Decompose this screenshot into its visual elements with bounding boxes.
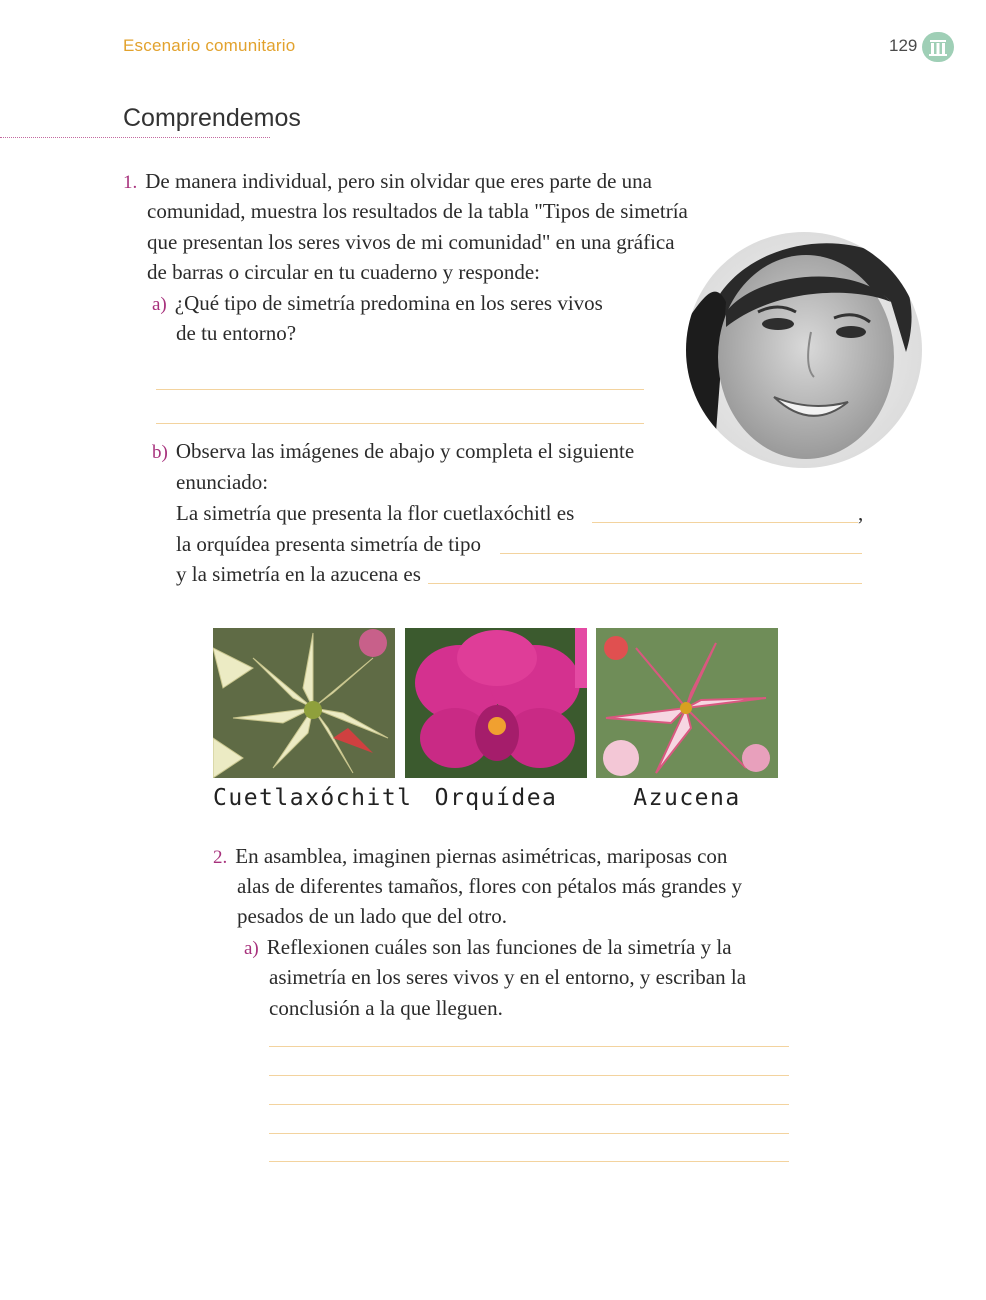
- question-1-line-4: de barras o circular en tu cuaderno y responde:: [147, 260, 540, 284]
- scenario-header: Escenario comunitario: [123, 36, 296, 55]
- girl-portrait-photo: [686, 232, 922, 468]
- section-divider: [0, 137, 270, 138]
- community-pillars-icon: [922, 32, 954, 62]
- question-2a-line-3: conclusión a la que lleguen.: [269, 996, 503, 1020]
- orquidea-photo: [405, 628, 587, 778]
- answer-line[interactable]: [269, 1075, 789, 1076]
- question-2a-letter: a): [244, 938, 259, 959]
- question-2-line-1: 2. En asamblea, imaginen piernas asimétricas, mariposas con: [213, 844, 728, 868]
- question-1-number: 1.: [123, 172, 138, 193]
- answer-line[interactable]: [269, 1161, 789, 1162]
- question-1a-line-1: a) ¿Qué tipo de simetría predomina en los seres vivos: [152, 291, 603, 315]
- answer-line-orquidea[interactable]: [500, 553, 862, 554]
- question-1-line-1: 1. De manera individual, pero sin olvidar que eres parte de una: [123, 169, 652, 193]
- question-1a-line-2: de tu entorno?: [176, 321, 297, 345]
- question-2-number: 2.: [213, 847, 228, 868]
- comma: ,: [858, 501, 864, 525]
- answer-line[interactable]: [269, 1133, 789, 1134]
- answer-line-azucena[interactable]: [428, 583, 862, 584]
- answer-line-cuetlaxochitl[interactable]: [592, 522, 858, 523]
- question-1-line-2: comunidad, muestra los resultados de la tabla "Tipos de simetría: [147, 199, 688, 223]
- question-2a-line-2: asimetría en los seres vivos y en el entorno, y escriban la: [269, 965, 747, 989]
- answer-line[interactable]: [156, 423, 644, 424]
- question-1b-line-3: La simetría que presenta la flor cuetlaxóchitl es: [176, 501, 575, 525]
- question-2a-line-1: a) Reflexionen cuáles son las funciones de la simetría y la: [244, 935, 732, 959]
- question-1-line-3: que presentan los seres vivos de mi comunidad" en una gráfica: [147, 230, 675, 254]
- section-title: Comprendemos: [123, 104, 301, 132]
- question-1b-line-2: enunciado:: [176, 470, 269, 494]
- question-2-line-2: alas de diferentes tamaños, flores con pétalos más grandes y: [237, 874, 742, 898]
- azucena-photo: [596, 628, 778, 778]
- question-1b-line-1: b) Observa las imágenes de abajo y completa el siguiente: [152, 439, 635, 463]
- answer-line[interactable]: [156, 389, 644, 390]
- answer-line[interactable]: [269, 1046, 789, 1047]
- question-1b-line-4: la orquídea presenta simetría de tipo: [176, 532, 481, 556]
- question-1b-line-5: y la simetría en la azucena es: [176, 562, 421, 586]
- caption-azucena: Azucena: [633, 785, 741, 811]
- answer-line[interactable]: [269, 1104, 789, 1105]
- question-1b-letter: b): [152, 442, 168, 463]
- caption-orquidea: Orquídea: [434, 785, 558, 811]
- cuetlaxochitl-photo: [213, 628, 395, 778]
- caption-cuetlaxochitl: Cuetlaxóchitl: [213, 785, 413, 811]
- question-2-line-3: pesados de un lado que del otro.: [237, 904, 508, 928]
- question-1a-letter: a): [152, 294, 167, 315]
- page-number: 129: [889, 36, 918, 55]
